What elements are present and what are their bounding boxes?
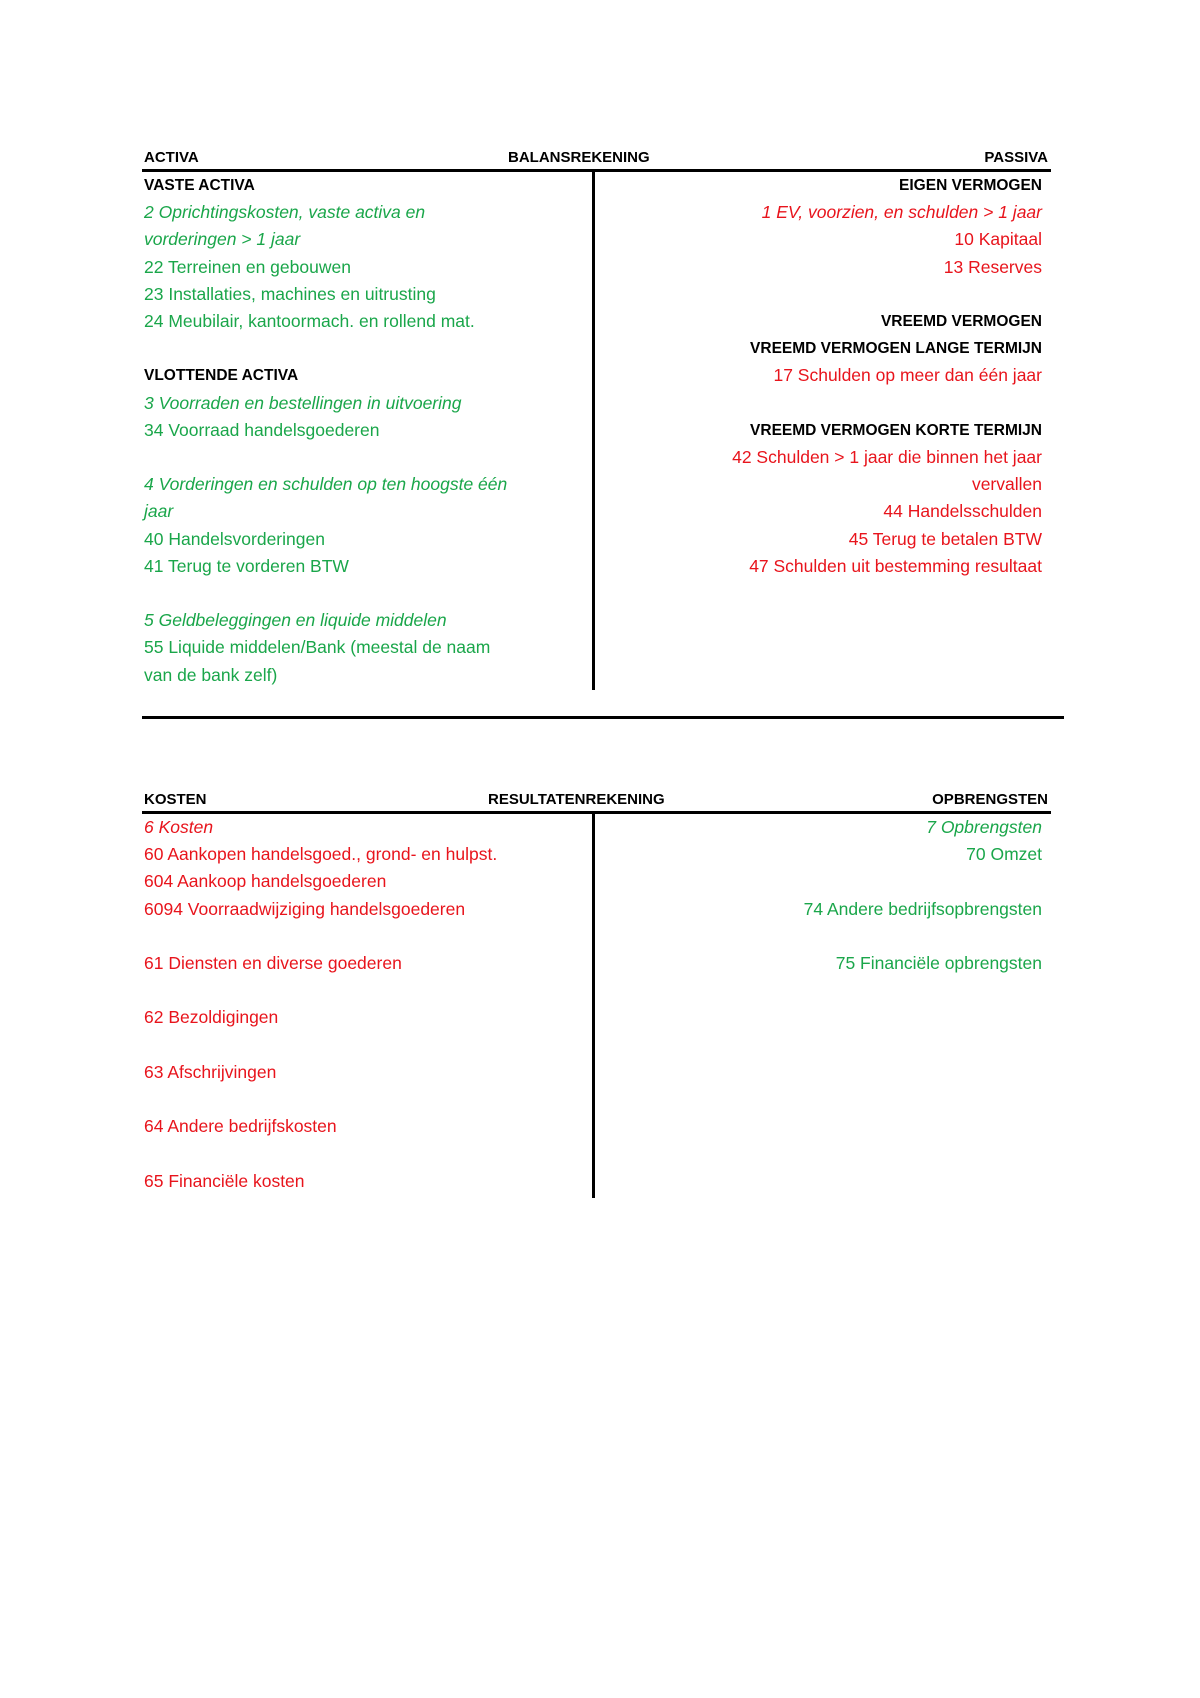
opbrengsten-line: 7 Opbrengsten (926, 817, 1042, 837)
passiva-line: 42 Schulden > 1 jaar die binnen het jaar (732, 447, 1042, 467)
spacer (604, 923, 1042, 950)
balans-left-header: ACTIVA (144, 149, 199, 166)
activa-line: 34 Voorraad handelsgoederen (144, 419, 380, 440)
activa-heading: VLOTTENDE ACTIVA (144, 367, 299, 385)
spacer (144, 335, 584, 362)
opbrengsten-line: 75 Financiële opbrengsten (835, 952, 1042, 973)
spacer (604, 390, 1042, 417)
resultaten-left-header: KOSTEN (144, 791, 207, 808)
resultaten-kosten-column (144, 814, 584, 1195)
activa-line: 22 Terreinen en gebouwen (144, 256, 351, 277)
balans-right-header: PASSIVA (984, 149, 1048, 166)
section-separator (142, 716, 1064, 719)
spacer (604, 281, 1042, 308)
opbrengsten-line: 74 Andere bedrijfsopbrengsten (803, 898, 1042, 919)
passiva-line: 47 Schulden uit bestemming resultaat (749, 555, 1042, 576)
opbrengsten-line: 70 Omzet (966, 844, 1042, 865)
passiva-line: 1 EV, voorzien, en schulden > 1 jaar (761, 202, 1042, 223)
kosten-line: 60 Aankopen handelsgoed., grond- en hulpst. (144, 844, 498, 865)
resultaten-title: RESULTATENREKENING (488, 791, 665, 808)
spacer (144, 444, 584, 471)
activa-line: vorderingen > 1 jaar (144, 229, 301, 250)
activa-line: 5 Geldbeleggingen en liquide middelen (144, 610, 447, 631)
activa-line: 4 Vorderingen en schulden op ten hoogste één (144, 474, 508, 495)
balans-center-divider (592, 169, 595, 690)
passiva-heading: VREEMD VERMOGEN KORTE TERMIJN (750, 421, 1042, 439)
passiva-line: 44 Handelsschulden (883, 501, 1042, 522)
spacer (144, 1032, 584, 1059)
balans-activa-column (144, 172, 584, 689)
kosten-line: 61 Diensten en diverse goederen (144, 953, 402, 973)
activa-heading: VASTE ACTIVA (144, 177, 255, 194)
kosten-line: 65 Financiële kosten (144, 1170, 305, 1191)
passiva-line: vervallen (971, 474, 1042, 495)
activa-line: 23 Installaties, machines en uitrusting (144, 283, 436, 304)
kosten-line: 63 Afschrijvingen (144, 1061, 277, 1082)
activa-line: 3 Voorraden en bestellingen in uitvoering (144, 392, 462, 413)
spacer (144, 580, 584, 607)
passiva-line: 13 Reserves (943, 256, 1042, 277)
activa-line: 55 Liquide middelen/Bank (meestal de naam (144, 637, 491, 658)
passiva-heading: VREEMD VERMOGEN LANGE TERMIJN (750, 340, 1042, 358)
spacer (144, 923, 584, 950)
passiva-line: 10 Kapitaal (954, 229, 1042, 250)
activa-line: van de bank zelf) (144, 664, 278, 685)
spacer (144, 977, 584, 1004)
passiva-line: 17 Schulden op meer dan één jaar (773, 365, 1042, 386)
balans-passiva-column (604, 172, 1042, 580)
activa-line: jaar (144, 501, 174, 522)
resultaten-opbrengsten-column (604, 814, 1042, 977)
kosten-line: 64 Andere bedrijfskosten (144, 1116, 337, 1137)
kosten-line: 604 Aankoop handelsgoederen (144, 871, 387, 892)
spacer (144, 1140, 584, 1167)
activa-line: 24 Meubilair, kantoormach. en rollend mat. (144, 311, 475, 332)
passiva-heading: VREEMD VERMOGEN (880, 313, 1042, 330)
passiva-heading: EIGEN VERMOGEN (899, 177, 1042, 194)
activa-line: 40 Handelsvorderingen (144, 528, 325, 549)
balans-title: BALANSREKENING (508, 149, 650, 166)
kosten-line: 6 Kosten (144, 817, 214, 837)
passiva-line: 45 Terug te betalen BTW (848, 528, 1042, 549)
resultaten-center-divider (592, 811, 595, 1198)
activa-line: 41 Terug te vorderen BTW (144, 555, 349, 576)
spacer (144, 1086, 584, 1113)
resultaten-right-header: OPBRENGSTEN (932, 791, 1048, 808)
spacer (604, 868, 1042, 895)
kosten-line: 6094 Voorraadwijziging handelsgoederen (144, 898, 466, 919)
activa-line: 2 Oprichtingskosten, vaste activa en (144, 202, 426, 223)
kosten-line: 62 Bezoldigingen (144, 1007, 279, 1028)
